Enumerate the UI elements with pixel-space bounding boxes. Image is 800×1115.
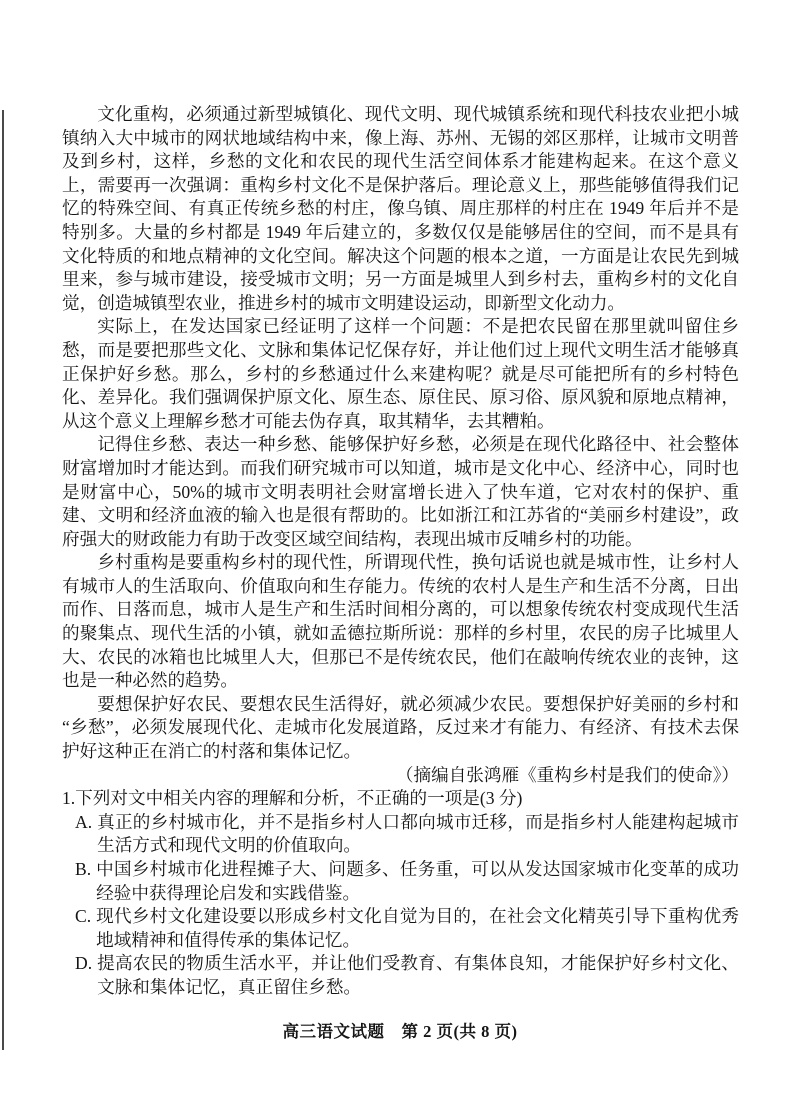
passage-paragraph-5: 要想保护好农民、要想农民生活得好，就必须减少农民。要想保护好美丽的乡村和“乡愁”，必须发展现代化、走城市化发展道路，反过来才有能力、有经济、有技术去保护好这种正在消亡的村落和集体记忆。 xyxy=(62,693,739,762)
passage-paragraph-1: 文化重构，必须通过新型城镇化、现代文明、现代城镇系统和现代科技农业把小城镇纳入大中城市的网状地域结构中来，像上海、苏州、无锡的郊区那样，让城市文明普及到乡村，这样，乡愁的文化和农民的现代生活空间体系才能建构起来。在这个意义上，需要再一次强调：重构乡村文化不是保护落后。理论意义上，那些能够值得我们记忆的特殊空间、有真正传统乡愁的村庄，像乌镇、周庄那样的村庄在 1949 年后并不是特别多。大量的乡村都是 1949 年后建立的，多数仅仅是能够居住的空间，而不是具有文化特质的和地点精神的文化空间。解决这个问题的根本之道，一方面是让农民先到城里来，参与城市建设，接受城市文明；另一方面是城里人到乡村去，重构乡村的文化自觉，创造城镇型农业，推进乡村的城市文明建设运动，即新型文化动力。 xyxy=(62,104,739,313)
scan-edge-artifact xyxy=(2,110,4,1050)
passage-paragraph-2: 实际上，在发达国家已经证明了这样一个问题：不是把农民留在那里就叫留住乡愁，而是要把那些文化、文脉和集体记忆保存好，并让他们过上现代文明生活才能够真正保护好乡愁。那么，乡村的乡愁通过什么来建构呢？就是尽可能把所有的乡村特色化、差异化。我们强调保护原文化、原生态、原住民、原习俗、原风貌和原地点精神，从这个意义上理解乡愁才可能去伪存真，取其精华，去其糟粕。 xyxy=(62,316,739,431)
reading-passage-section xyxy=(62,103,739,1000)
option-c-text: 现代乡村文化建设要以形成乡村文化自觉为目的，在社会文化精英引导下重构优秀地域精神和值得传承的集体记忆。 xyxy=(96,906,739,950)
question-1-option-a xyxy=(62,811,739,858)
passage-paragraph-3: 记得住乡愁、表达一种乡愁、能够保护好乡愁，必须是在现代化路径中、社会整体财富增加时才能达到。而我们研究城市可以知道，城市是文化中心、经济中心，同时也是财富中心，50%的城市文明表明社会财富增长进入了快车道，它对农村的保护、重建、文明和经济血液的输入也是很有帮助的。比如浙江和江苏省的“美丽乡村建设”，政府强大的财政能力有助于改变区域空间结构，表现出城市反哺乡村的功能。 xyxy=(62,434,739,549)
question-1-option-c xyxy=(62,905,739,952)
question-1-option-b xyxy=(62,858,739,905)
question-1-option-d xyxy=(62,952,739,999)
page-footer: 高三语文试题 第 2 页(共 8 页) xyxy=(282,1022,518,1041)
option-b-label: B. xyxy=(75,859,92,879)
passage-paragraph-4: 乡村重构是要重构乡村的现代性，所谓现代性，换句话说也就是城市性，让乡村人有城市人的生活取向、价值取向和生存能力。传统的农村人是生产和生活不分离，日出而作、日落而息，城市人是生产和生活时间相分离的，可以想象传统农村变成现代生活的聚集点、现代生活的小镇，就如孟德拉斯所说：那样的乡村里，农民的房子比城里人大、农民的冰箱也比城里人大，但那已不是传统农民，他们在敲响传统农业的丧钟，这也是一种必然的趋势。 xyxy=(62,552,739,691)
option-d-text: 提高农民的物质生活水平，并让他们受教育、有集体良知，才能保护好乡村文化、文脉和集体记忆，真正留住乡愁。 xyxy=(97,953,739,997)
option-a-label: A. xyxy=(75,811,93,832)
option-d-label: D. xyxy=(75,953,93,974)
passage-attribution: （摘编自张鸿雁《重构乡村是我们的使命》） xyxy=(395,764,739,785)
question-1-stem: 1.下列对文中相关内容的理解和分析，不正确的一项是(3 分) xyxy=(62,788,523,809)
option-a-text: 真正的乡村城市化，并不是指乡村人口都向城市迁移，而是指乡村人能建构起城市生活方式和现代文明的价值取向。 xyxy=(97,811,739,856)
option-b-text: 中国乡村城市化进程摊子大、问题多、任务重，可以从发达国家城市化变革的成功经验中获得理论启发和实践借鉴。 xyxy=(96,859,739,903)
option-c-label: C. xyxy=(75,906,92,927)
